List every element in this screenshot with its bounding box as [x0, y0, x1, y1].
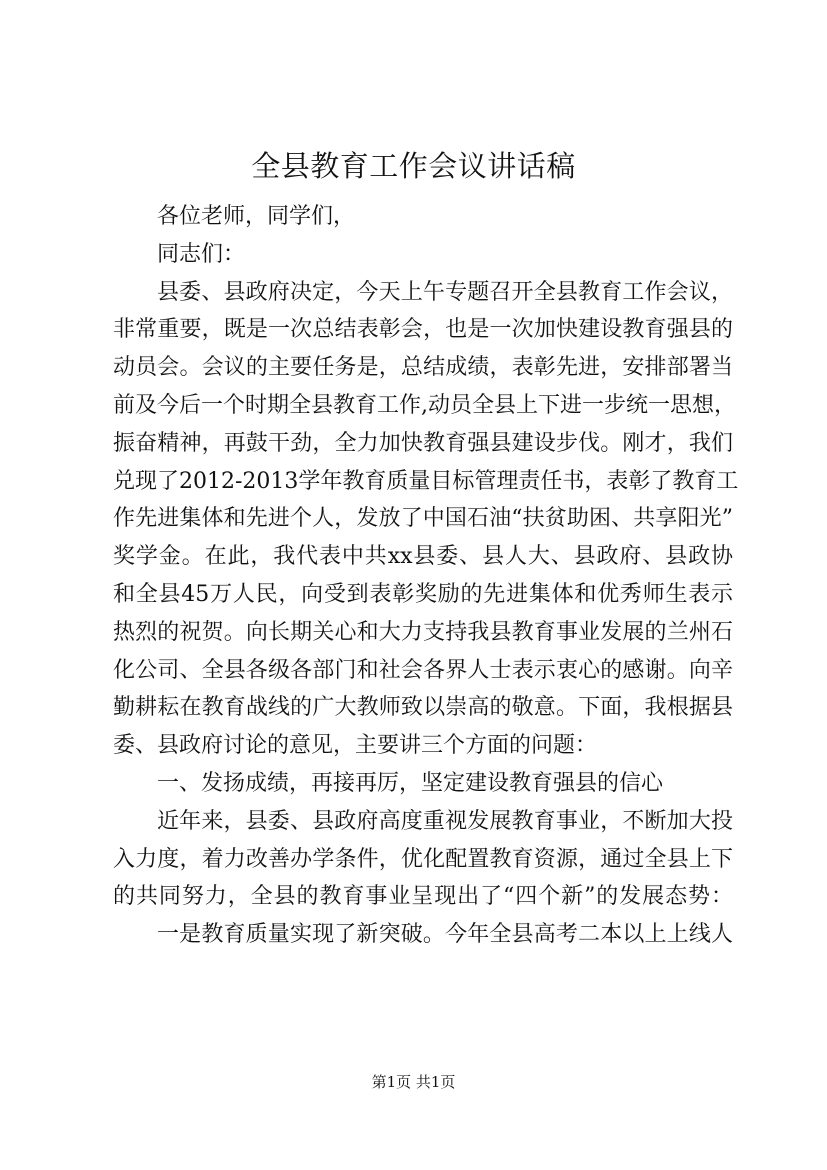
paragraph-line: 化公司、全县各级各部门和社会各界人士表示衷心的感谢。向辛: [113, 657, 733, 683]
paragraph-line: 近年来，县委、县政府高度重视发展教育事业，不断加大投: [157, 808, 733, 834]
paragraph-line: 兑现了2012-2013学年教育质量目标管理责任书，表彰了教育工: [113, 468, 739, 494]
paragraph-line: 作先进集体和先进个人，发放了中国石油“扶贫助困、共享阳光”: [113, 506, 733, 532]
paragraph-line: 热烈的祝贺。向长期关心和大力支持我县教育事业发展的兰州石: [113, 619, 733, 645]
document-title: 全县教育工作会议讲话稿: [251, 149, 576, 183]
paragraph-line: 县委、县政府决定，今天上午专题召开全县教育工作会议，: [157, 279, 733, 305]
paragraph-line: 前及今后一个时期全县教育工作,动员全县上下进一步统一思想，: [113, 392, 736, 418]
paragraph-line: 勤耕耘在教育战线的广大教师致以崇高的敬意。下面，我根据县: [113, 695, 733, 721]
paragraph-line: 奖学金。在此，我代表中共xx县委、县人大、县政府、县政协: [113, 544, 733, 570]
paragraph-line: 非常重要，既是一次总结表彰会，也是一次加快建设教育强县的: [113, 317, 733, 343]
paragraph-line: 振奋精神，再鼓干劲，全力加快教育强县建设步伐。刚才，我们: [113, 430, 733, 456]
paragraph-line: 动员会。会议的主要任务是，总结成绩，表彰先进，安排部署当: [113, 355, 733, 381]
paragraph-line: 委、县政府讨论的意见，主要讲三个方面的问题：: [113, 733, 598, 759]
salutation-line: 同志们：: [157, 241, 246, 267]
document-body: [113, 198, 739, 954]
paragraph-line: 的共同努力，全县的教育事业呈现出了“四个新”的发展态势：: [113, 884, 733, 910]
paragraph-line: 入力度，着力改善办学条件，优化配置教育资源，通过全县上下: [113, 846, 733, 872]
salutation-line: 各位老师，同学们，: [157, 204, 356, 229]
page-footer: 第1页 共1页: [371, 1073, 456, 1091]
section-heading: 一、发扬成绩，再接再厉，坚定建设教育强县的信心: [157, 770, 664, 796]
paragraph-line: 一是教育质量实现了新突破。今年全县高考二本以上上线人: [157, 922, 733, 948]
paragraph-line: 和全县45万人民，向受到表彰奖励的先进集体和优秀师生表示: [113, 581, 733, 607]
